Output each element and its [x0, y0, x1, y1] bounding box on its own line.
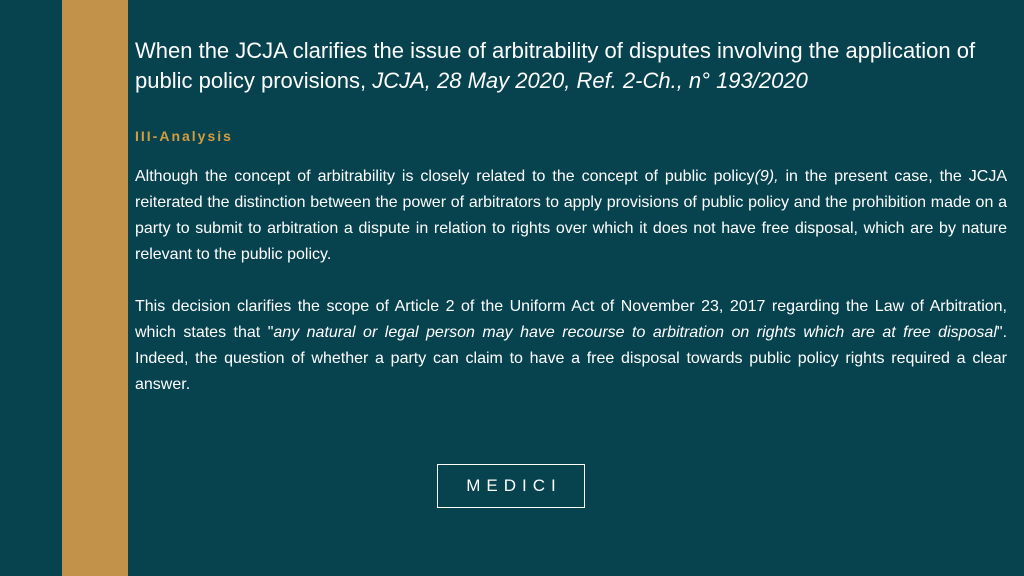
- medici-logo: MEDICI: [437, 464, 585, 508]
- title-citation: JCJA, 28 May 2020, Ref. 2-Ch., n° 193/2020: [372, 68, 808, 93]
- article-quote: any natural or legal person may have recourse to arbitration on rights which are at free disposal: [273, 324, 997, 341]
- page-title: [135, 36, 1007, 96]
- analysis-paragraph-2: [135, 294, 1007, 398]
- paragraph-1-text-b: in the present case, the JCJA reiterated the distinction between the power of arbitrators to apply provisions of public policy and the prohibition made on a party to submit to arbitration a dispute in relation to rights over which it does not have free disposal, which are by nature relevant to the public policy.: [135, 168, 1008, 263]
- footnote-reference: (9),: [754, 168, 779, 185]
- paragraph-2-text-b: ". Indeed, the question of whether a party can claim to have a free disposal towards public policy rights required a clear answer.: [135, 324, 1008, 393]
- accent-side-bar: [62, 0, 128, 576]
- slide-content: [135, 36, 1007, 398]
- title-text: When the JCJA clarifies the issue of arbitrability of disputes involving the application of public policy provisions,: [135, 38, 976, 93]
- section-heading: III-Analysis: [135, 128, 233, 144]
- analysis-paragraph-1: [135, 164, 1007, 268]
- paragraph-1-text-a: Although the concept of arbitrability is closely related to the concept of public policy: [135, 168, 755, 185]
- paragraph-2-text-a: This decision clarifies the scope of Article 2 of the Uniform Act of November 23, 2017 regarding the Law of Arbitration, which states that ": [135, 298, 1007, 341]
